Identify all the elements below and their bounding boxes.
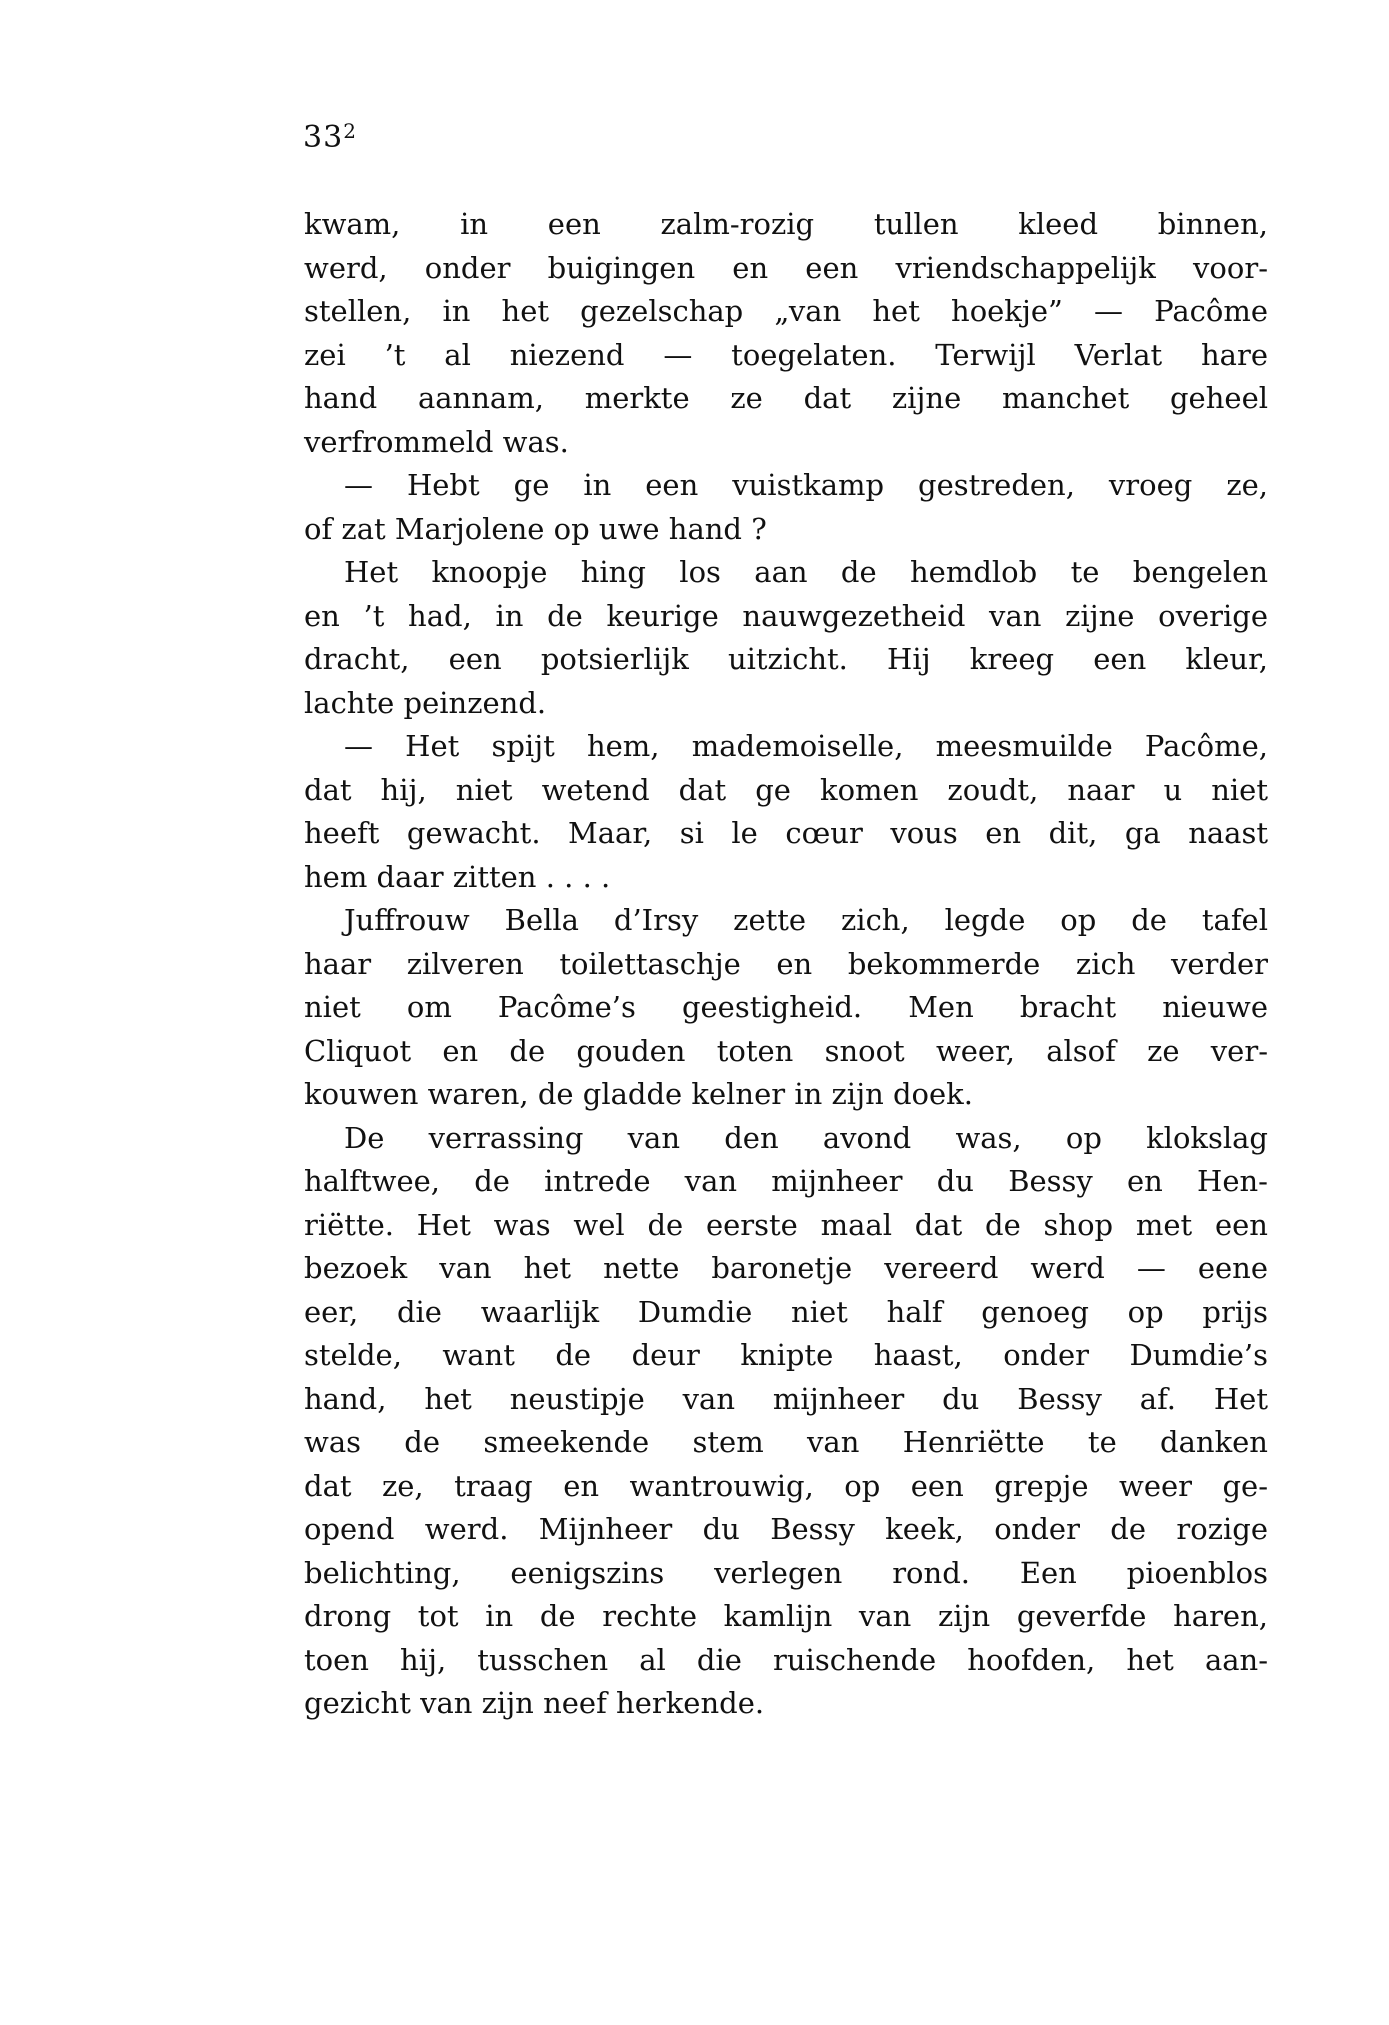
text-line: hem daar zitten . . . . (304, 859, 611, 894)
paragraph-first-line: Het knoopje hing los aan de hemdlob te bengelen (344, 555, 1268, 589)
text-line: dat hij, niet wetend dat ge komen zoudt, naar u niet (304, 772, 1268, 807)
paragraph-first-line: Juffrouw Bella d’Irsy zette zich, legde op de tafel (344, 903, 1268, 937)
text-line: haar zilveren toilettaschje en bekommerde zich verder (304, 946, 1268, 981)
text-line: dat ze, traag en wantrouwig, op een grepje weer ge- (304, 1468, 1268, 1503)
text-line: was de smeekende stem van Henriëtte te danken (304, 1425, 1268, 1459)
text-line: hand, het neustipje van mijnheer du Bessy af. Het (304, 1381, 1268, 1416)
text-line: kwam, in een zalm-rozig tullen kleed binnen, (304, 207, 1268, 241)
text-line: gezicht van zijn neef herkende. (304, 1686, 765, 1720)
text-line: verfrommeld was. (304, 424, 569, 459)
text-line: riëtte. Het was wel de eerste maal dat de shop met een (304, 1207, 1268, 1242)
text-line: bezoek van het nette baronetje vereerd werd — eene (304, 1251, 1268, 1285)
page-number-main: 33 (303, 120, 344, 155)
text-line: eer, die waarlijk Dumdie niet half genoeg op prijs (304, 1294, 1268, 1329)
paragraph-first-line: De verrassing van den avond was, op klokslag (344, 1120, 1268, 1155)
page-number (303, 118, 357, 158)
text-line: kouwen waren, de gladde kelner in zijn doek. (304, 1077, 973, 1111)
text-line: werd, onder buigingen en een vriendschappelijk voor- (304, 250, 1268, 285)
text-line: lachte peinzend. (304, 685, 547, 720)
text-line: hand aannam, merkte ze dat zijne manchet geheel (304, 381, 1268, 415)
text-line: belichting, eenigszins verlegen rond. Een pioenblos (304, 1555, 1268, 1590)
text-line: toen hij, tusschen al die ruischende hoofden, het aan- (304, 1642, 1268, 1677)
text-line: dracht, een potsierlijk uitzicht. Hij kreeg een kleur, (304, 642, 1268, 676)
body-text (304, 203, 1268, 1726)
text-line: heeft gewacht. Maar, si le cœur vous en dit, ga naast (304, 816, 1268, 850)
text-line: Cliquot en de gouden toten snoot weer, alsof ze ver- (304, 1033, 1268, 1068)
paragraph-first-line: — Hebt ge in een vuistkamp gestreden, vroeg ze, (344, 468, 1268, 502)
page-number-sup: 2 (343, 119, 357, 143)
text-line: drong tot in de rechte kamlijn van zijn geverfde haren, (304, 1599, 1268, 1633)
text-line: zei ’t al niezend — toegelaten. Terwijl Verlat hare (304, 337, 1268, 372)
text-line: stellen, in het gezelschap „van het hoekje” — Pacôme (304, 294, 1268, 328)
text-line: halftwee, de intrede van mijnheer du Bessy en Hen- (304, 1164, 1268, 1198)
text-line: opend werd. Mijnheer du Bessy keek, onder de rozige (304, 1512, 1268, 1546)
text-line: stelde, want de deur knipte haast, onder Dumdie’s (304, 1338, 1268, 1372)
text-line: niet om Pacôme’s geestigheid. Men bracht nieuwe (304, 990, 1268, 1024)
text-line: en ’t had, in de keurige nauwgezetheid van zijne overige (304, 598, 1268, 633)
text-line: of zat Marjolene op uwe hand ? (304, 511, 767, 546)
paragraph-first-line: — Het spijt hem, mademoiselle, meesmuilde Pacôme, (344, 729, 1268, 763)
